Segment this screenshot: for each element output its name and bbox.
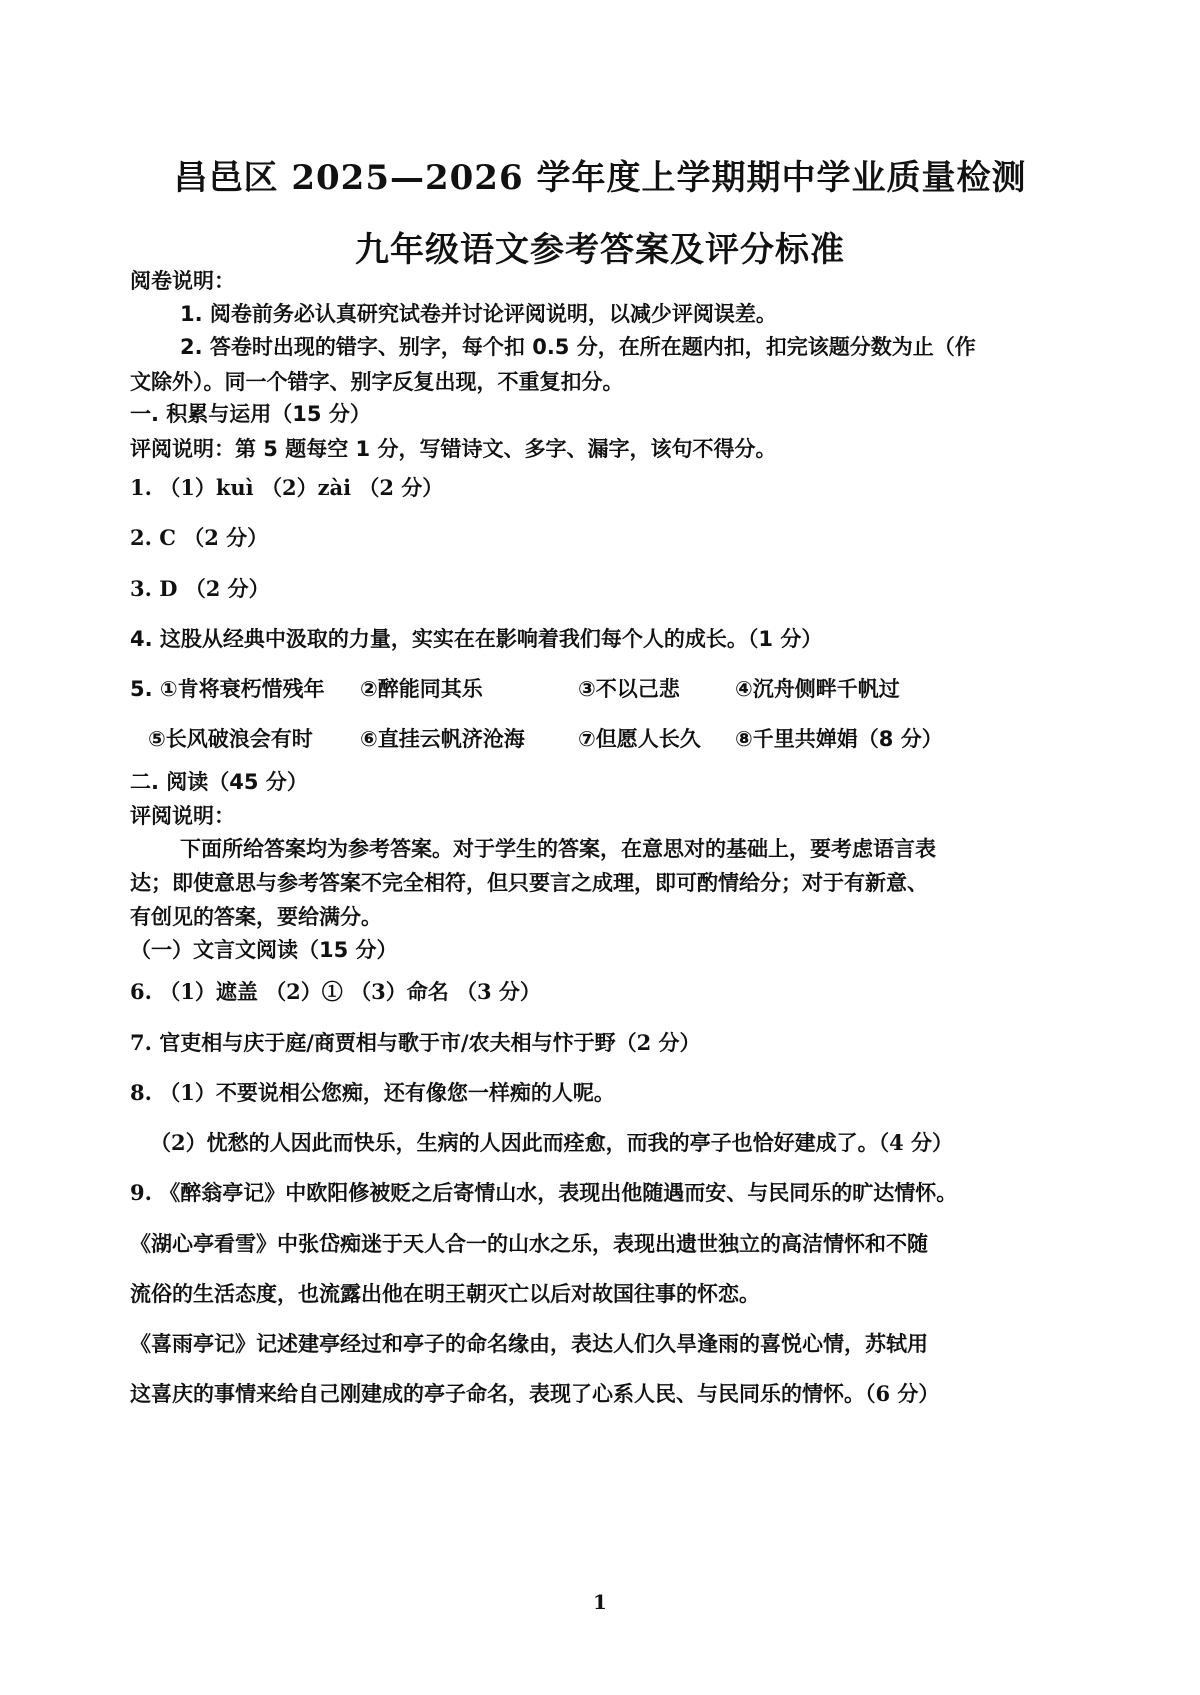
section-2-heading: 二. 阅读（45 分） xyxy=(130,770,308,794)
answer-q9-line-1: 9. 《醉翁亭记》中欧阳修被贬之后寄情山水，表现出他随遇而安、与民同乐的旷达情怀。 xyxy=(130,1180,958,1205)
answer-q3: 3. D （2 分） xyxy=(130,576,270,601)
answer-q7: 7. 官吏相与庆于庭/商贾相与歌于市/农夫相与忭于野（2 分） xyxy=(130,1030,701,1055)
answer-q9-line-4: 《喜雨亭记》记述建亭经过和亭子的命名缘由，表达人们久旱逢雨的喜悦心情，苏轼用 xyxy=(130,1331,928,1356)
answer-q5-item-1: 5. ①肯将衰朽惜残年 xyxy=(130,677,325,701)
section-1-heading: 一. 积累与运用（15 分） xyxy=(130,402,371,426)
section-2-note-line-1: 下面所给答案均为参考答案。对于学生的答案，在意思对的基础上，要考虑语言表 xyxy=(180,837,936,861)
grading-note-2-line-1: 2. 答卷时出现的错字、别字，每个扣 0.5 分，在所在题内扣，扣完该题分数为止（作 xyxy=(180,335,976,359)
answer-q5-item-3: ③不以己悲 xyxy=(578,677,680,701)
page-number: 1 xyxy=(593,1590,607,1614)
answer-q9-line-5: 这喜庆的事情来给自己刚建成的亭子命名，表现了心系人民、与民同乐的情怀。（6 分） xyxy=(130,1381,940,1406)
answer-q5-item-6: ⑥直挂云帆济沧海 xyxy=(360,727,525,751)
subsection-1-heading: （一）文言文阅读（15 分） xyxy=(130,938,398,962)
grading-note-1: 1. 阅卷前务必认真研究试卷并讨论评阅说明，以减少评阅误差。 xyxy=(180,302,777,326)
document-subtitle: 九年级语文参考答案及评分标准 xyxy=(355,230,845,270)
section-2-note-line-3: 有创见的答案，要给满分。 xyxy=(130,905,382,929)
section-1-note: 评阅说明：第 5 题每空 1 分，写错诗文、多字、漏字，该句不得分。 xyxy=(130,437,777,461)
answer-q5-item-8: ⑧千里共婵娟（8 分） xyxy=(735,727,943,751)
answer-q6: 6. （1）遮盖 （2）① （3）命名 （3 分） xyxy=(130,979,541,1004)
grading-notes-heading: 阅卷说明： xyxy=(130,269,235,293)
answer-q9-line-2: 《湖心亭看雪》中张岱痴迷于天人合一的山水之乐，表现出遗世独立的高洁情怀和不随 xyxy=(130,1231,928,1256)
grading-note-2-line-2: 文除外）。同一个错字、别字反复出现，不重复扣分。 xyxy=(130,370,624,394)
answer-q4: 4. 这股从经典中汲取的力量，实实在在影响着我们每个人的成长。（1 分） xyxy=(130,627,823,651)
answer-q5-item-7: ⑦但愿人长久 xyxy=(578,727,701,751)
answer-q9-line-3: 流俗的生活态度，也流露出他在明王朝灭亡以后对故国往事的怀恋。 xyxy=(130,1281,760,1306)
answer-q8-part-2: （2）忧愁的人因此而快乐，生病的人因此而痊愈，而我的亭子也恰好建成了。（4 分） xyxy=(150,1130,954,1155)
section-2-note-heading: 评阅说明： xyxy=(130,804,235,828)
answer-q1: 1. （1）kuì （2）zài （2 分） xyxy=(130,475,444,500)
document-title: 昌邑区 2025—2026 学年度上学期期中学业质量检测 xyxy=(173,158,1027,198)
answer-q5-item-5: ⑤长风破浪会有时 xyxy=(148,727,313,751)
answer-q8-part-1: 8. （1）不要说相公您痴，还有像您一样痴的人呢。 xyxy=(130,1080,615,1105)
answer-q5-item-2: ②醉能同其乐 xyxy=(360,677,483,701)
answer-q5-item-4: ④沉舟侧畔千帆过 xyxy=(735,677,900,701)
answer-q2: 2. C （2 分） xyxy=(130,525,269,550)
section-2-note-line-2: 达；即使意思与参考答案不完全相符，但只要言之成理，即可酌情给分；对于有新意、 xyxy=(130,871,928,895)
